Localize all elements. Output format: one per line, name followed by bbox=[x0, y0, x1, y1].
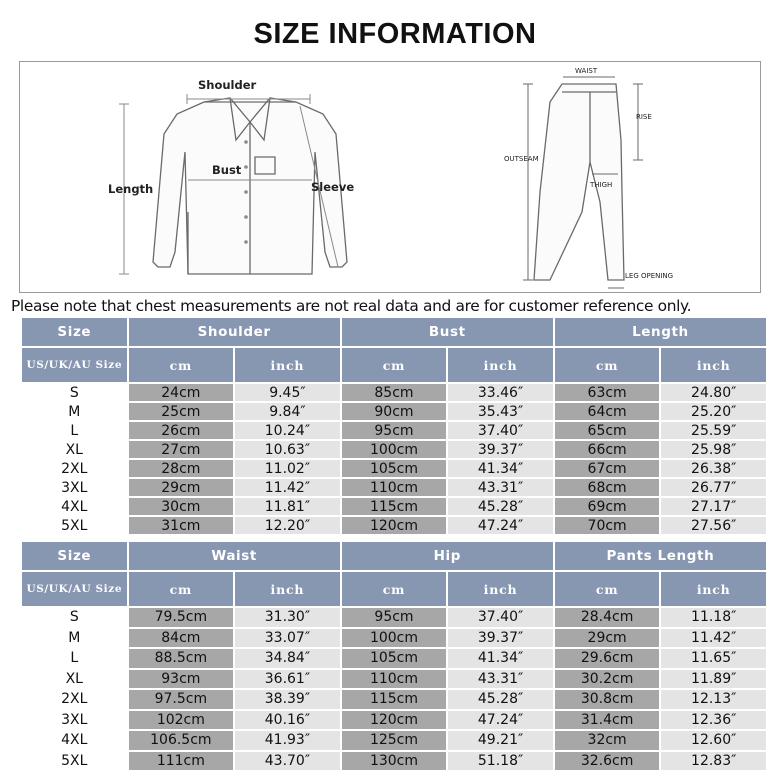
size-cell: 2XL bbox=[22, 460, 127, 477]
table-row bbox=[22, 752, 766, 771]
inch-cell: 12.13″ bbox=[661, 690, 766, 709]
inch-cell: 47.24″ bbox=[448, 517, 553, 534]
cm-cell: 69cm bbox=[555, 498, 660, 515]
cm-cell: 30cm bbox=[129, 498, 234, 515]
inch-header: inch bbox=[448, 572, 553, 606]
size-cell: XL bbox=[22, 441, 127, 458]
table-row bbox=[22, 498, 766, 515]
cm-cell: 93cm bbox=[129, 670, 234, 689]
bottom-size-table bbox=[20, 540, 768, 772]
cm-cell: 130cm bbox=[342, 752, 447, 771]
cm-cell: 111cm bbox=[129, 752, 234, 771]
table-row bbox=[22, 731, 766, 750]
header-row bbox=[22, 318, 766, 346]
size-cell: 3XL bbox=[22, 479, 127, 496]
size-illustration bbox=[19, 61, 761, 293]
cm-cell: 68cm bbox=[555, 479, 660, 496]
garment-diagrams bbox=[20, 62, 762, 294]
size-cell: M bbox=[22, 629, 127, 648]
table-row bbox=[22, 670, 766, 689]
cm-cell: 64cm bbox=[555, 403, 660, 420]
col-size-header: Size bbox=[22, 318, 127, 346]
cm-cell: 84cm bbox=[129, 629, 234, 648]
inch-cell: 25.20″ bbox=[661, 403, 766, 420]
size-cell: S bbox=[22, 384, 127, 401]
size-cell: 5XL bbox=[22, 517, 127, 534]
table-row bbox=[22, 608, 766, 627]
cm-cell: 27cm bbox=[129, 441, 234, 458]
inch-cell: 41.34″ bbox=[448, 649, 553, 668]
size-cell: 2XL bbox=[22, 690, 127, 709]
cm-cell: 31cm bbox=[129, 517, 234, 534]
cm-cell: 106.5cm bbox=[129, 731, 234, 750]
cm-cell: 120cm bbox=[342, 711, 447, 730]
cm-cell: 29cm bbox=[555, 629, 660, 648]
cm-cell: 79.5cm bbox=[129, 608, 234, 627]
shirt-label-bust: Bust bbox=[212, 163, 242, 177]
pants-label-leg-opening: LEG OPENING bbox=[625, 272, 674, 280]
size-cell: L bbox=[22, 649, 127, 668]
inch-cell: 49.21″ bbox=[448, 731, 553, 750]
table-row bbox=[22, 517, 766, 534]
inch-cell: 37.40″ bbox=[448, 608, 553, 627]
cm-cell: 120cm bbox=[342, 517, 447, 534]
cm-cell: 110cm bbox=[342, 479, 447, 496]
inch-cell: 47.24″ bbox=[448, 711, 553, 730]
table-row bbox=[22, 649, 766, 668]
inch-cell: 12.60″ bbox=[661, 731, 766, 750]
cm-cell: 100cm bbox=[342, 629, 447, 648]
inch-header: inch bbox=[235, 572, 340, 606]
inch-cell: 37.40″ bbox=[448, 422, 553, 439]
inch-cell: 9.45″ bbox=[235, 384, 340, 401]
cm-cell: 66cm bbox=[555, 441, 660, 458]
cm-cell: 110cm bbox=[342, 670, 447, 689]
size-cell: 4XL bbox=[22, 498, 127, 515]
inch-header: inch bbox=[235, 348, 340, 382]
inch-cell: 11.42″ bbox=[661, 629, 766, 648]
cm-cell: 85cm bbox=[342, 384, 447, 401]
col-shoulder-header: Shoulder bbox=[129, 318, 340, 346]
size-cell: 3XL bbox=[22, 711, 127, 730]
size-system-header: US/UK/AU Size bbox=[22, 348, 127, 382]
inch-cell: 12.83″ bbox=[661, 752, 766, 771]
table-row bbox=[22, 479, 766, 496]
cm-header: cm bbox=[129, 572, 234, 606]
inch-cell: 45.28″ bbox=[448, 690, 553, 709]
inch-cell: 40.16″ bbox=[235, 711, 340, 730]
pants-label-outseam: OUTSEAM bbox=[504, 155, 539, 163]
inch-cell: 41.93″ bbox=[235, 731, 340, 750]
cm-cell: 32cm bbox=[555, 731, 660, 750]
inch-cell: 10.63″ bbox=[235, 441, 340, 458]
inch-cell: 33.46″ bbox=[448, 384, 553, 401]
cm-cell: 29.6cm bbox=[555, 649, 660, 668]
cm-cell: 30.8cm bbox=[555, 690, 660, 709]
header-row bbox=[22, 542, 766, 570]
table-row bbox=[22, 441, 766, 458]
reference-note: Please note that chest measurements are not real data and are for customer reference only. bbox=[11, 297, 692, 315]
inch-cell: 34.84″ bbox=[235, 649, 340, 668]
cm-cell: 31.4cm bbox=[555, 711, 660, 730]
inch-cell: 43.70″ bbox=[235, 752, 340, 771]
col-length-header: Length bbox=[555, 318, 766, 346]
cm-cell: 95cm bbox=[342, 422, 447, 439]
page-title: SIZE INFORMATION bbox=[253, 18, 537, 50]
inch-cell: 43.31″ bbox=[448, 670, 553, 689]
inch-header: inch bbox=[661, 572, 766, 606]
cm-cell: 90cm bbox=[342, 403, 447, 420]
inch-cell: 24.80″ bbox=[661, 384, 766, 401]
inch-cell: 11.42″ bbox=[235, 479, 340, 496]
table-row bbox=[22, 711, 766, 730]
shirt-label-length: Length bbox=[108, 182, 154, 196]
table-row bbox=[22, 422, 766, 439]
inch-cell: 12.20″ bbox=[235, 517, 340, 534]
subheader-row bbox=[22, 572, 766, 606]
inch-cell: 38.39″ bbox=[235, 690, 340, 709]
cm-cell: 115cm bbox=[342, 690, 447, 709]
cm-cell: 30.2cm bbox=[555, 670, 660, 689]
cm-header: cm bbox=[555, 572, 660, 606]
table-row bbox=[22, 690, 766, 709]
pants-label-waist: WAIST bbox=[575, 67, 598, 75]
cm-header: cm bbox=[342, 348, 447, 382]
pants-label-rise: RISE bbox=[636, 113, 652, 121]
shirt-label-sleeve: Sleeve bbox=[311, 180, 355, 194]
cm-cell: 28.4cm bbox=[555, 608, 660, 627]
cm-cell: 29cm bbox=[129, 479, 234, 496]
top-size-table bbox=[20, 316, 768, 536]
col-waist-header: Waist bbox=[129, 542, 340, 570]
inch-cell: 10.24″ bbox=[235, 422, 340, 439]
size-cell: L bbox=[22, 422, 127, 439]
cm-cell: 100cm bbox=[342, 441, 447, 458]
col-size-header: Size bbox=[22, 542, 127, 570]
cm-cell: 88.5cm bbox=[129, 649, 234, 668]
shirt-label-shoulder: Shoulder bbox=[198, 78, 257, 92]
inch-cell: 25.59″ bbox=[661, 422, 766, 439]
table-row bbox=[22, 384, 766, 401]
table-row bbox=[22, 403, 766, 420]
pants-label-thigh: THIGH bbox=[590, 181, 613, 189]
size-cell: 4XL bbox=[22, 731, 127, 750]
inch-cell: 12.36″ bbox=[661, 711, 766, 730]
cm-cell: 115cm bbox=[342, 498, 447, 515]
size-cell: 5XL bbox=[22, 752, 127, 771]
inch-header: inch bbox=[448, 348, 553, 382]
cm-cell: 65cm bbox=[555, 422, 660, 439]
table-row bbox=[22, 460, 766, 477]
inch-cell: 11.81″ bbox=[235, 498, 340, 515]
cm-cell: 125cm bbox=[342, 731, 447, 750]
inch-cell: 39.37″ bbox=[448, 629, 553, 648]
inch-cell: 11.18″ bbox=[661, 608, 766, 627]
cm-header: cm bbox=[555, 348, 660, 382]
cm-cell: 67cm bbox=[555, 460, 660, 477]
table-row bbox=[22, 629, 766, 648]
cm-cell: 105cm bbox=[342, 649, 447, 668]
cm-cell: 97.5cm bbox=[129, 690, 234, 709]
size-system-header: US/UK/AU Size bbox=[22, 572, 127, 606]
inch-cell: 39.37″ bbox=[448, 441, 553, 458]
cm-cell: 28cm bbox=[129, 460, 234, 477]
inch-cell: 9.84″ bbox=[235, 403, 340, 420]
cm-cell: 102cm bbox=[129, 711, 234, 730]
inch-cell: 31.30″ bbox=[235, 608, 340, 627]
col-bust-header: Bust bbox=[342, 318, 553, 346]
inch-cell: 41.34″ bbox=[448, 460, 553, 477]
cm-cell: 26cm bbox=[129, 422, 234, 439]
inch-cell: 43.31″ bbox=[448, 479, 553, 496]
col-hip-header: Hip bbox=[342, 542, 553, 570]
inch-cell: 26.77″ bbox=[661, 479, 766, 496]
inch-cell: 33.07″ bbox=[235, 629, 340, 648]
inch-cell: 27.56″ bbox=[661, 517, 766, 534]
inch-cell: 36.61″ bbox=[235, 670, 340, 689]
col-pants-length-header: Pants Length bbox=[555, 542, 766, 570]
inch-cell: 51.18″ bbox=[448, 752, 553, 771]
cm-header: cm bbox=[342, 572, 447, 606]
inch-cell: 25.98″ bbox=[661, 441, 766, 458]
size-cell: S bbox=[22, 608, 127, 627]
cm-cell: 32.6cm bbox=[555, 752, 660, 771]
subheader-row bbox=[22, 348, 766, 382]
inch-cell: 11.65″ bbox=[661, 649, 766, 668]
cm-cell: 70cm bbox=[555, 517, 660, 534]
cm-header: cm bbox=[129, 348, 234, 382]
inch-cell: 26.38″ bbox=[661, 460, 766, 477]
inch-cell: 45.28″ bbox=[448, 498, 553, 515]
size-cell: M bbox=[22, 403, 127, 420]
cm-cell: 63cm bbox=[555, 384, 660, 401]
cm-cell: 24cm bbox=[129, 384, 234, 401]
cm-cell: 95cm bbox=[342, 608, 447, 627]
inch-cell: 11.02″ bbox=[235, 460, 340, 477]
inch-cell: 11.89″ bbox=[661, 670, 766, 689]
cm-cell: 105cm bbox=[342, 460, 447, 477]
size-cell: XL bbox=[22, 670, 127, 689]
inch-cell: 35.43″ bbox=[448, 403, 553, 420]
inch-cell: 27.17″ bbox=[661, 498, 766, 515]
inch-header: inch bbox=[661, 348, 766, 382]
cm-cell: 25cm bbox=[129, 403, 234, 420]
